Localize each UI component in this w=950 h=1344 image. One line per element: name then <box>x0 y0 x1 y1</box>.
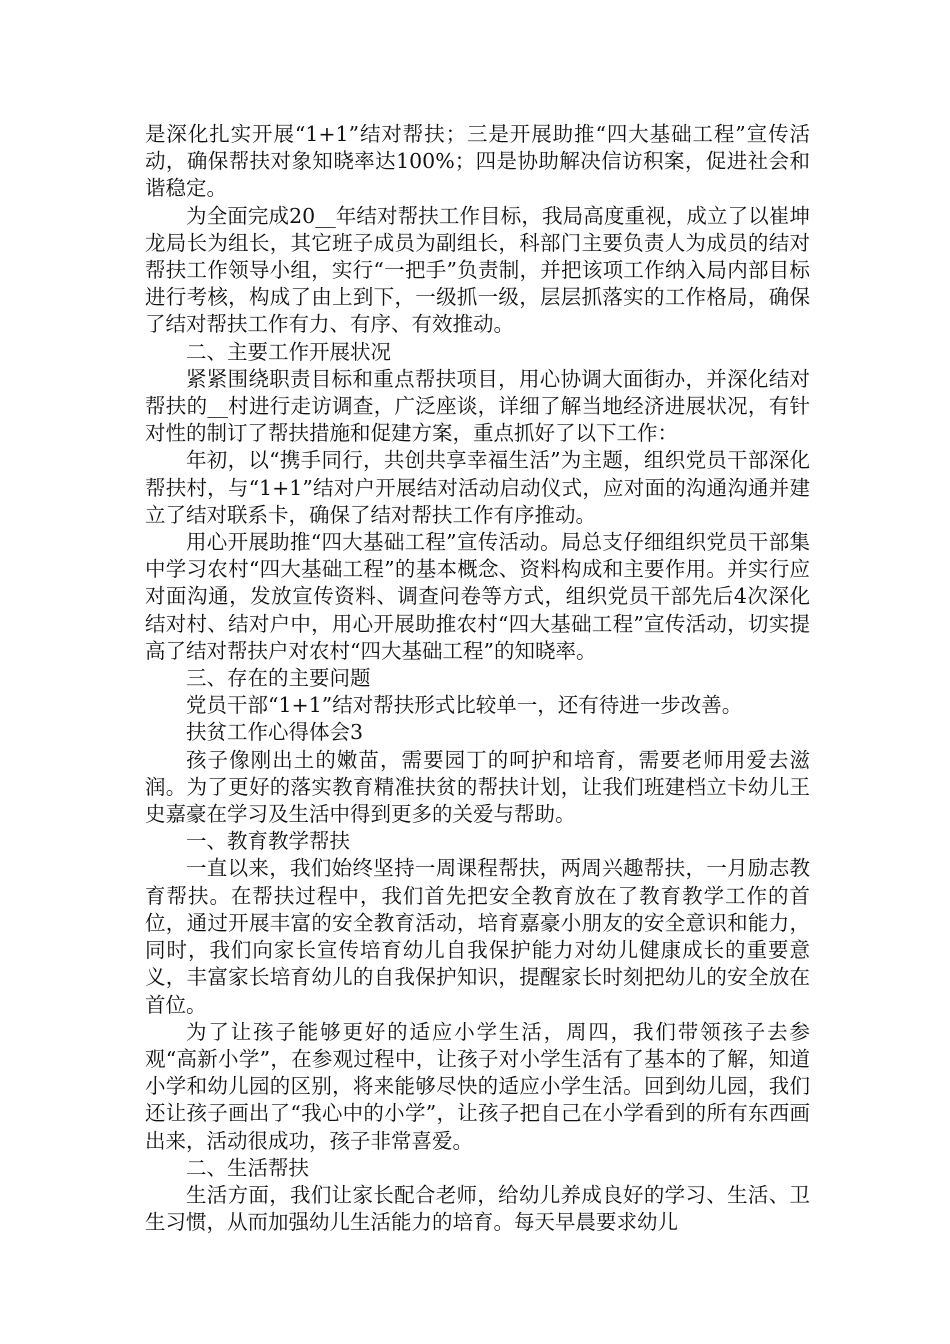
section-heading-problems: 三、存在的主要问题 <box>186 666 371 691</box>
paragraph-school-visit: 为了让孩子能够更好的适应小学生活，周四，我们带领孩子去参观“高新小学”，在参观过程中，让孩子对小学生活有了基本的了解，知道小学和幼儿园的区别，将来能够尽快的适应小学生活。回到幼儿园，我们还让孩子画出了“我心中的小学”，让孩子把自己在小学看到的所有东西画出来，活动很成功，孩子非常喜爱。 <box>145 1019 810 1153</box>
paragraph-continuation: 是深化扎实开展“1+1”结对帮扶；三是开展助推“四大基础工程”宣传活动，确保帮扶对象知晓率达100%；四是协助解决信访积案，促进社会和谐稳定。 <box>145 122 810 201</box>
paragraph-leadership: 为全面完成20__年结对帮扶工作目标，我局高度重视，成立了以崔坤龙局长为组长，其它班子成员为副组长，科部门主要负责人为成员的结对帮扶工作领导小组，实行“一把手”负责制，并把该项工作纳入局内部目标进行考核，构成了由上到下，一级抓一级，层层抓落实的工作格局，确保了结对帮扶工作有力、有序、有效推动。 <box>145 203 810 337</box>
section-heading-education: 一、教育教学帮扶 <box>186 829 350 854</box>
paragraph-visits: 紧紧围绕职责目标和重点帮扶项目，用心协调大面街办，并深化结对帮扶的__村进行走访调查，广泛座谈，详细了解当地经济进展状况，有针对性的制订了帮扶措施和促建方案，重点抓好了以下工作： <box>145 366 810 446</box>
article-title-3: 扶贫工作心得体会3 <box>186 720 364 745</box>
section-heading-work-status: 二、主要工作开展状况 <box>186 339 391 364</box>
paragraph-kickoff: 年初，以“携手同行，共创共享幸福生活”为主题，组织党员干部深化帮扶村，与“1+1”结对户开展结对活动启动仪式，应对面的沟通沟通并建立了结对联系卡，确保了结对帮扶工作有序推动。 <box>145 448 810 527</box>
paragraph-life: 生活方面，我们让家长配合老师，给幼儿养成良好的学习、生活、卫生习惯，从而加强幼儿生活能力的培育。每天早晨要求幼儿 <box>145 1182 810 1235</box>
paragraph-education: 一直以来，我们始终坚持一周课程帮扶，两周兴趣帮扶，一月励志教育帮扶。在帮扶过程中，我们首先把安全教育放在了教育教学工作的首位，通过开展丰富的安全教育活动，培育嘉豪小朋友的安全意识和能力，同时，我们向家长宣传培育幼儿自我保护能力对幼儿健康成长的重要意义，丰富家长培育幼儿的自我保护知识，提醒家长时刻把幼儿的安全放在首位。 <box>145 856 810 1017</box>
paragraph-intro: 孩子像刚出土的嫩苗，需要园丁的呵护和培育，需要老师用爱去滋润。为了更好的落实教育精准扶贫的帮扶计划，让我们班建档立卡幼儿王史嘉豪在学习及生活中得到更多的关爱与帮助。 <box>145 747 810 827</box>
section-heading-life: 二、生活帮扶 <box>186 1155 309 1180</box>
paragraph-problem: 党员干部“1+1”结对帮扶形式比较单一，还有待进一步改善。 <box>186 693 743 718</box>
paragraph-publicity: 用心开展助推“四大基础工程”宣传活动。局总支仔细组织党员干部集中学习农村“四大基础工程”的基本概念、资料构成和主要作用。并实行应对面沟通，发放宣传资料、调查问卷等方式，组织党员干部先后4次深化结对村、结对户中，用心开展助推农村“四大基础工程”宣传活动，切实提高了结对帮扶户对农村“四大基础工程”的知晓率。 <box>145 530 810 663</box>
document-body <box>145 121 810 1236</box>
